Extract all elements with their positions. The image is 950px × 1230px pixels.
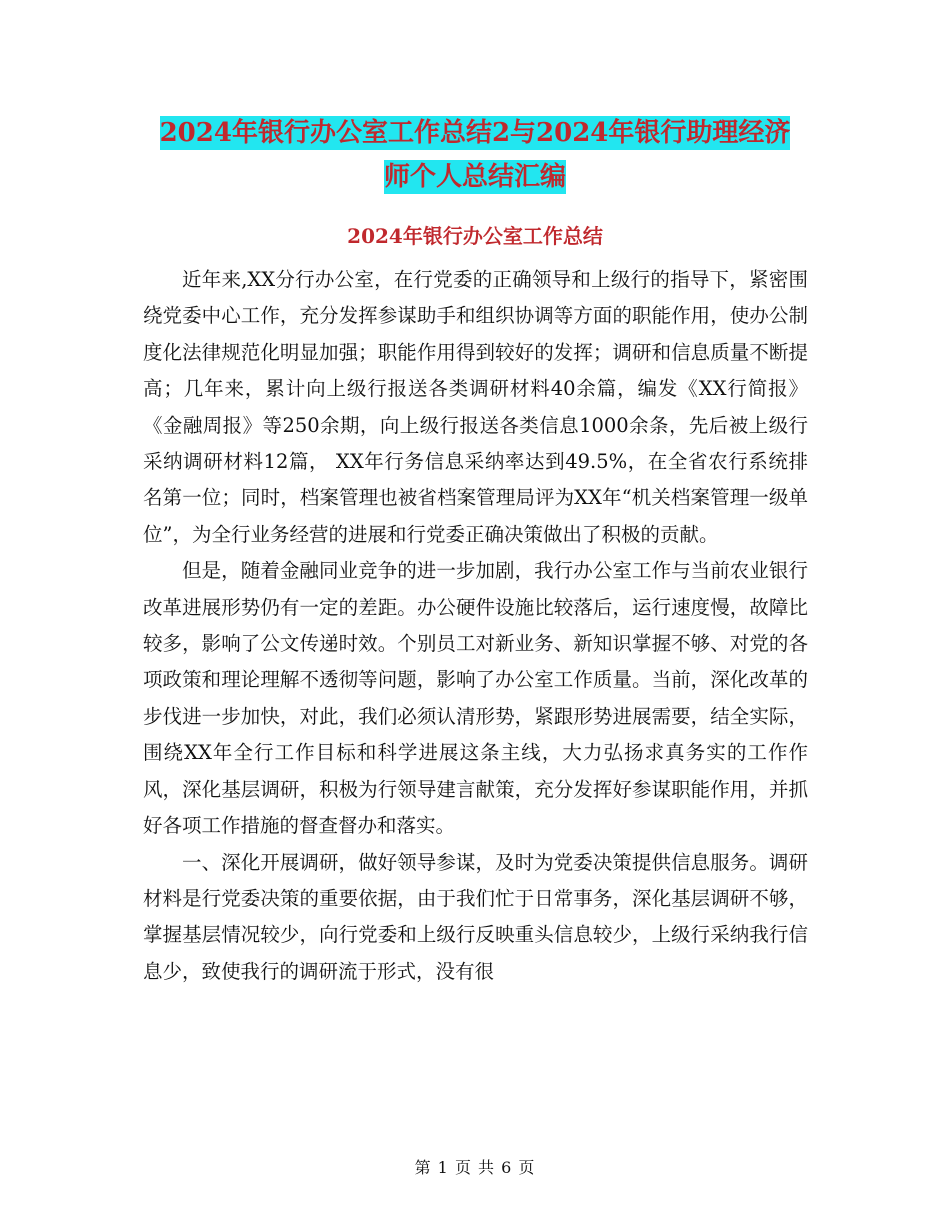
section-title: 2024年银行办公室工作总结 (347, 224, 603, 248)
document-title-text-2: 师个人总结汇编 (383, 162, 566, 192)
body-text (143, 262, 808, 990)
document-title-line-1 (0, 110, 950, 156)
document-title-text-1: 2024年银行办公室工作总结2与2024年银行助理经济 (159, 118, 791, 148)
page-footer: 第 1 页 共 6 页 (414, 1158, 536, 1177)
paragraph: 但是，随着金融同业竞争的进一步加剧，我行办公室工作与当前农业银行改革进展形势仍有一定的差距。办公硬件设施比较落后，运行速度慢，故障比较多，影响了公文传递时效。个别员工对新业务、新知识掌握不够、对党的各项政策和理论理解不透彻等问题，影响了办公室工作质量。当前，深化改革的步伐进一步加快，对此，我们必须认清形势，紧跟形势进展需要，结全实际，围绕XX年全行工作目标和科学进展这条主线，大力弘扬求真务实的工作作风，深化基层调研，积极为行领导建言献策，充分发挥好参谋职能作用，并抓好各项工作措施的督查督办和落实。 (143, 559, 808, 838)
paragraph: 近年来,XX分行办公室，在行党委的正确领导和上级行的指导下，紧密围绕党委中心工作，充分发挥参谋助手和组织协调等方面的职能作用，使办公制度化法律规范化明显加强；职能作用得到较好的发挥；调研和信息质量不断提高；几年来，累计向上级行报送各类调研材料40余篇，编发《XX行简报》《金融周报》等250余期，向上级行报送各类信息1000余条，先后被上级行采纳调研材料12篇， XX年行务信息采纳率达到49.5%，在全省农行系统排名第一位；同时，档案管理也被省档案管理局评为XX年“机关档案管理一级单位”，为全行业务经营的进展和行党委正确决策做出了积极的贡献。 (143, 268, 808, 546)
paragraph: 一、深化开展调研，做好领导参谋，及时为党委决策提供信息服务。调研材料是行党委决策的重要依据，由于我们忙于日常事务，深化基层调研不够，掌握基层情况较少，向行党委和上级行反映重头信息较少，上级行采纳我行信息少，致使我行的调研流于形式，没有很 (143, 850, 808, 983)
document-title-line-2 (0, 154, 950, 200)
